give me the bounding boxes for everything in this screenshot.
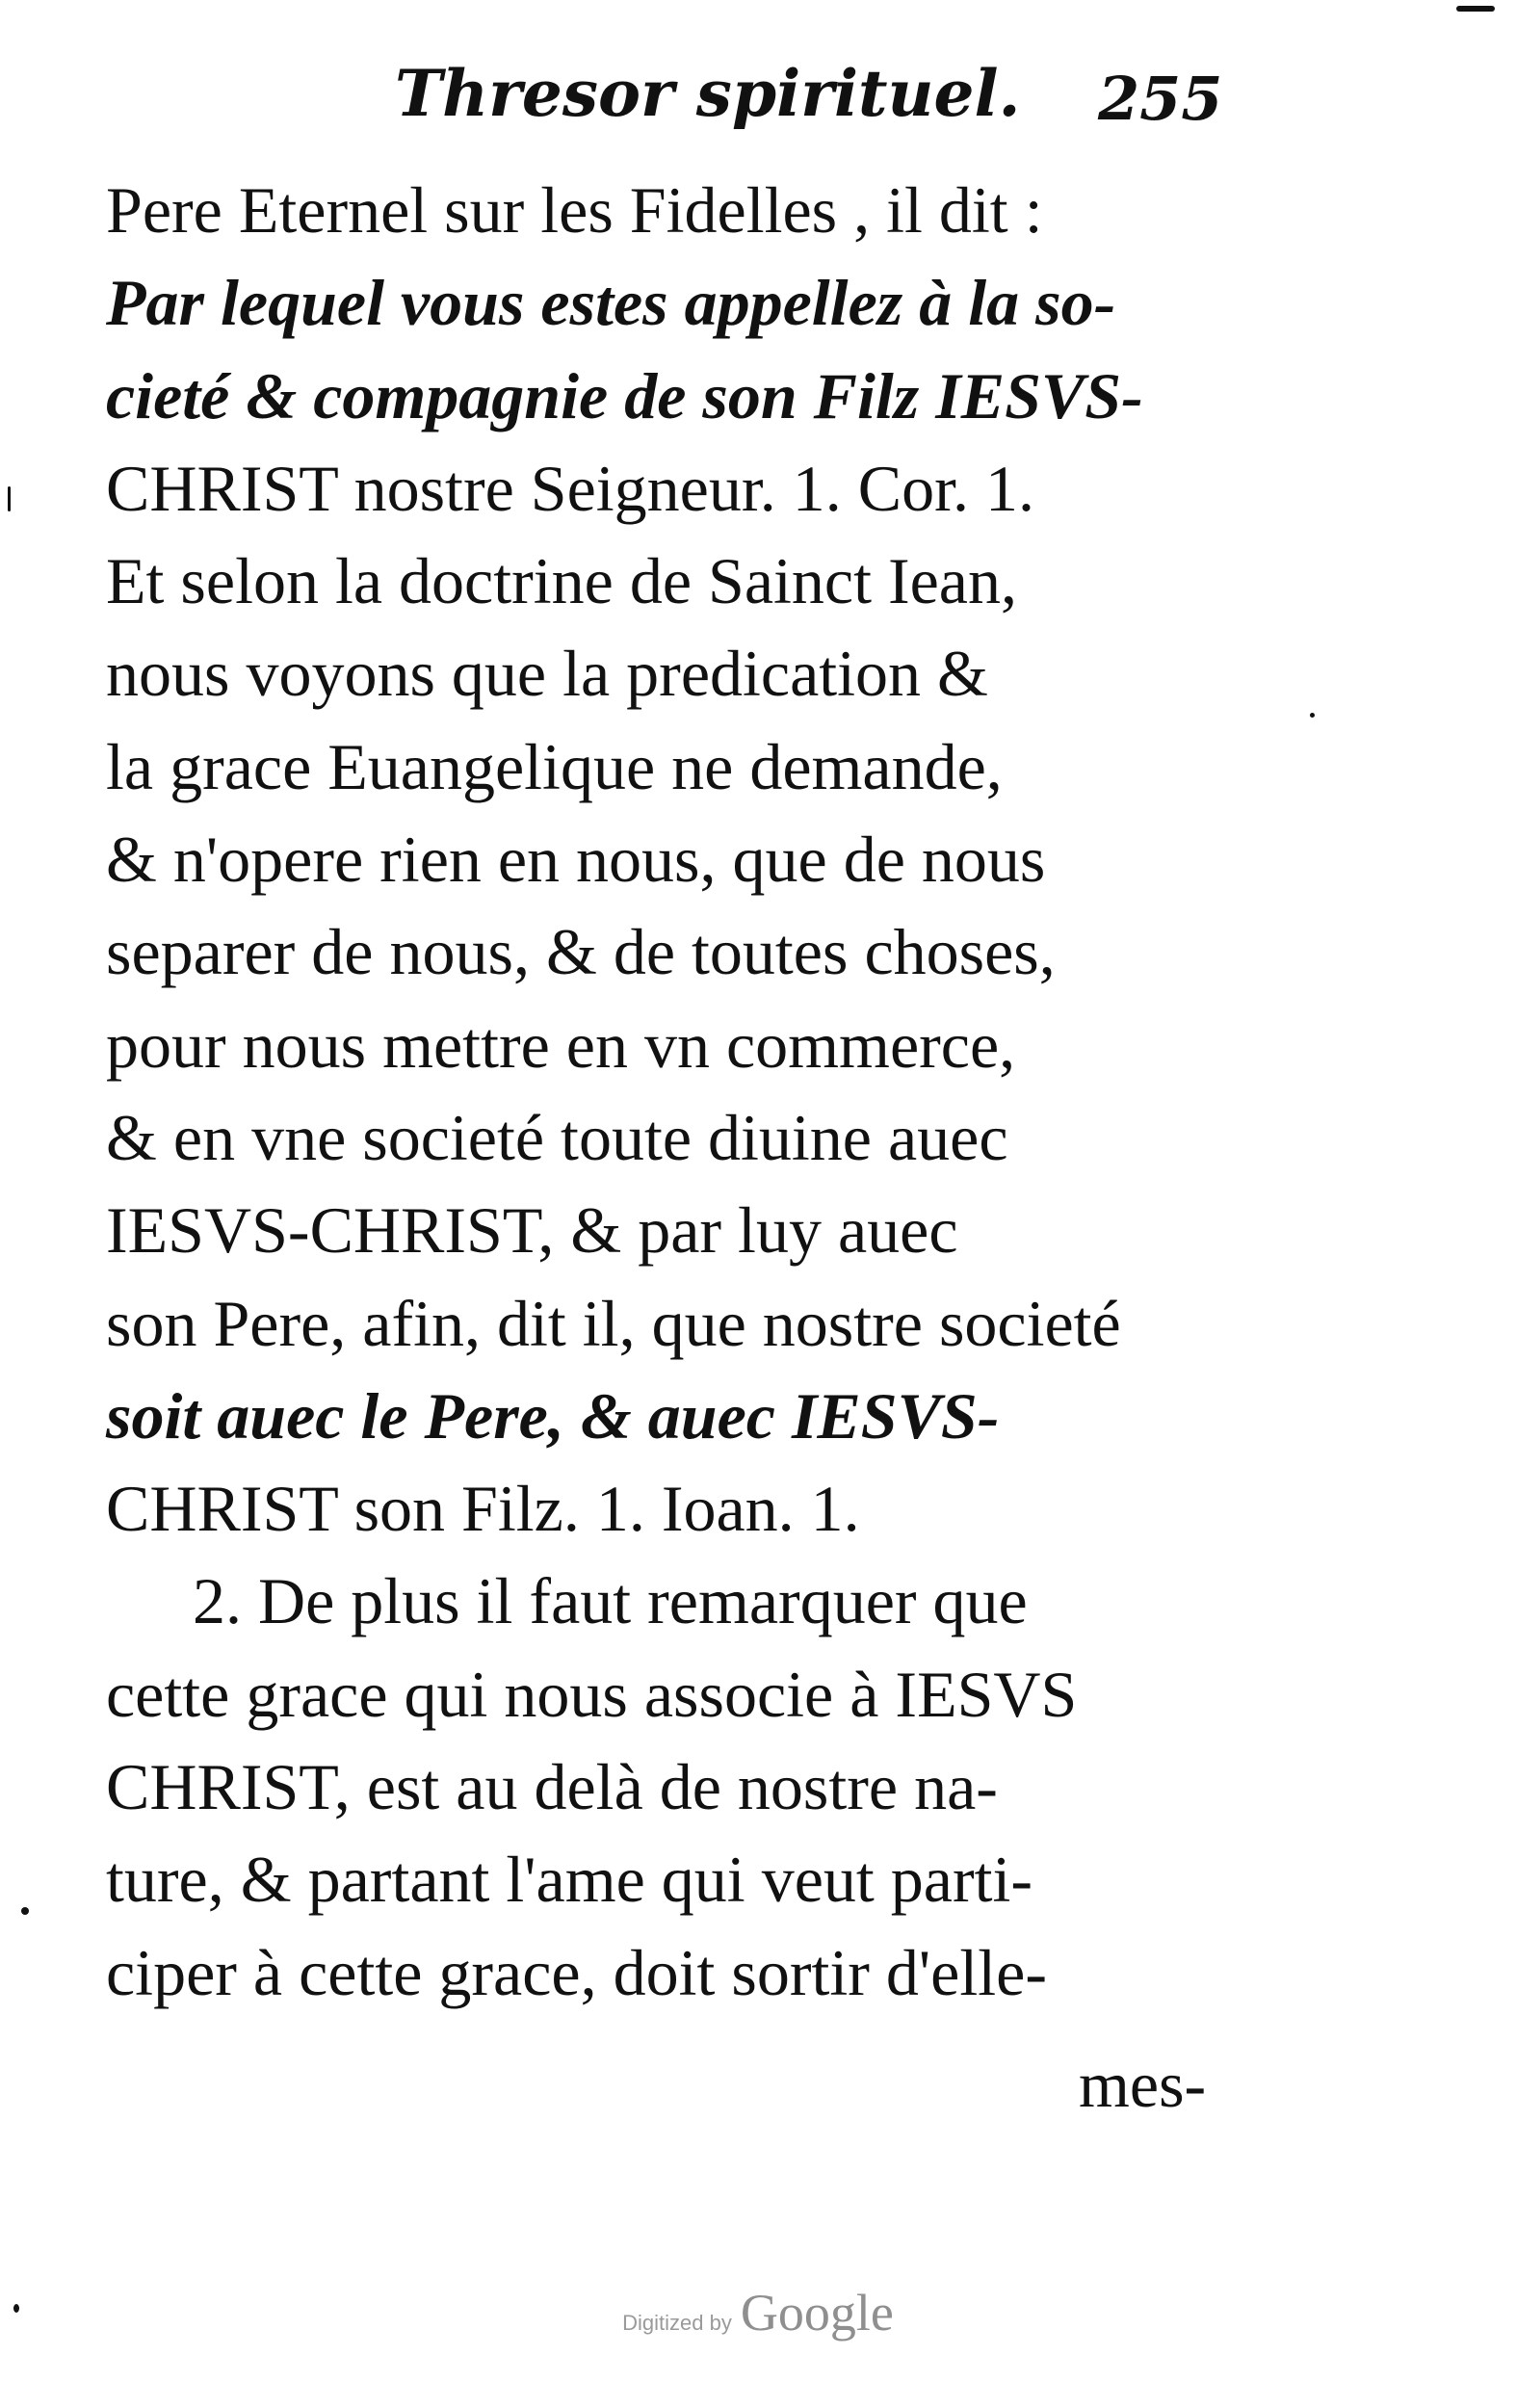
page-header	[106, 56, 1242, 162]
text-line: cette grace qui nous associe à IESVS	[106, 1657, 1078, 1731]
text-line: & n'opere rien en nous, que de nous	[106, 823, 1046, 897]
catchword: mes-	[1079, 2048, 1207, 2121]
text-line: son Pere, afin, dit il, que nostre societé	[106, 1286, 1121, 1360]
running-title: Thresor spirituel.	[395, 56, 1021, 131]
text-line: nous voyons que la predication &	[106, 637, 988, 711]
text-line: ture, & partant l'ame qui veut parti-	[106, 1843, 1033, 1917]
text-line: Par lequel vous estes appellez à la so-	[106, 266, 1116, 340]
text-line: CHRIST nostre Seigneur. 1. Cor. 1.	[106, 451, 1034, 525]
text-line: 2. De plus il faut remarquer que	[193, 1564, 1028, 1638]
scan-speck	[8, 486, 11, 511]
text-line: ciper à cette grace, doit sortir d'elle-	[106, 1935, 1047, 2009]
digitizer-brand: Google	[740, 2284, 894, 2342]
text-line: soit auec le Pere, & auec IESVS-	[106, 1378, 1000, 1453]
scan-speck	[13, 2304, 19, 2313]
text-line: cieté & compagnie de son Filz IESVS-	[106, 358, 1143, 432]
text-line: la grace Euangelique ne demande,	[106, 729, 1003, 803]
text-line: CHRIST son Filz. 1. Ioan. 1.	[106, 1472, 860, 1546]
text-line: pour nous mettre en vn commerce,	[106, 1008, 1016, 1082]
text-line: separer de nous, & de toutes choses,	[106, 915, 1056, 989]
scan-speck	[1456, 6, 1495, 12]
text-line: CHRIST, est au delà de nostre na-	[106, 1750, 998, 1824]
digitized-by-label: Digitized by	[622, 2311, 732, 2335]
text-line: IESVS-CHRIST, & par luy auec	[106, 1193, 958, 1268]
text-line: & en vne societé toute diuine auec	[106, 1100, 1008, 1174]
text-line: Pere Eternel sur les Fidelles , il dit :	[106, 173, 1043, 247]
scan-speck	[21, 1907, 29, 1915]
page-number: 255	[1098, 64, 1223, 134]
digitized-watermark	[0, 2283, 1516, 2343]
text-line: Et selon la doctrine de Sainct Iean,	[106, 544, 1017, 618]
body-text	[106, 164, 1252, 2019]
scan-speck	[1310, 713, 1315, 718]
